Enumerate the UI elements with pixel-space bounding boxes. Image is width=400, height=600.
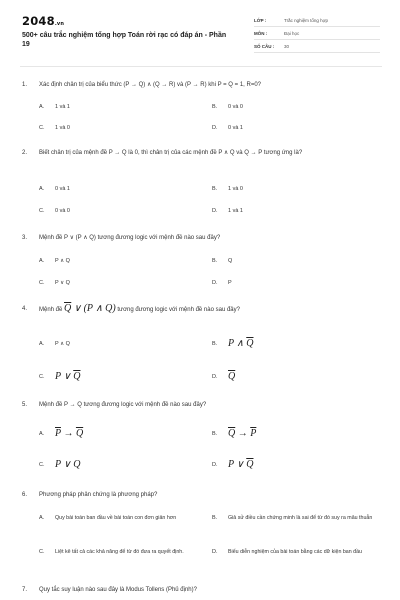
- meta-row-class: [254, 14, 380, 27]
- option-2b[interactable]: [212, 186, 243, 192]
- question-number: 5.: [22, 402, 28, 408]
- option-letter: C.: [39, 549, 45, 555]
- option-6c[interactable]: [39, 548, 205, 556]
- option-letter: C.: [39, 373, 45, 380]
- formula-negated: $\overline{Q}$: [228, 371, 236, 382]
- option-text: Giả sử điều cần chứng minh là sai để từ đó suy ra mâu thuẫn: [228, 515, 373, 521]
- option-5b[interactable]: [212, 428, 256, 439]
- option-formula: [228, 338, 253, 349]
- question-number: 3.: [22, 235, 28, 241]
- meta-key: LỚP :: [254, 17, 267, 23]
- meta-key: SỐ CÂU :: [254, 43, 275, 49]
- option-3b[interactable]: [212, 258, 232, 264]
- option-1c[interactable]: [39, 125, 70, 131]
- option-letter: C.: [39, 461, 45, 468]
- document-title: 500+ câu trắc nghiệm tổng hợp Toán rời rạc có đáp án - Phần 19: [22, 32, 227, 48]
- option-text: 0 và 1: [228, 125, 243, 131]
- option-text: 1 và 0: [228, 186, 243, 192]
- option-letter: D.: [212, 125, 218, 131]
- option-6a[interactable]: [39, 514, 205, 522]
- option-3d[interactable]: [212, 280, 232, 286]
- option-2c[interactable]: [39, 208, 70, 214]
- formula-part: →: [63, 428, 74, 439]
- question-text: Quy tắc suy luận nào sau đây là Modus Tollens (Phủ định)?: [39, 587, 197, 593]
- meta-row-count: [254, 40, 380, 53]
- option-letter: A.: [39, 341, 45, 347]
- option-letter: B.: [212, 186, 218, 192]
- option-letter: B.: [212, 104, 218, 110]
- option-letter: D.: [212, 280, 218, 286]
- option-3c[interactable]: [39, 280, 70, 286]
- meta-value: Trắc nghiệm tổng hợp: [284, 17, 329, 23]
- formula: [64, 303, 116, 314]
- option-2a[interactable]: [39, 186, 70, 192]
- option-text: P: [228, 280, 232, 286]
- option-letter: D.: [212, 373, 218, 380]
- question-number: 6.: [22, 492, 28, 498]
- option-formula: [228, 459, 253, 470]
- option-letter: A.: [39, 430, 45, 437]
- option-letter: D.: [212, 549, 218, 555]
- option-letter: B.: [212, 340, 218, 347]
- option-text: Liệt kê tất cả các khả năng để từ đó đưa ra quyết định.: [55, 549, 184, 555]
- question-text: Mệnh đề P → Q tương đương logic với mệnh đề nào sau đây?: [39, 402, 207, 408]
- option-text: 1 và 1: [228, 208, 243, 214]
- document-header: [0, 0, 400, 62]
- option-4b[interactable]: [212, 338, 253, 349]
- option-1a[interactable]: [39, 104, 70, 110]
- formula-part: P ∨: [55, 371, 71, 382]
- option-text: 1 và 0: [55, 125, 70, 131]
- option-letter: A.: [39, 258, 45, 264]
- option-2d[interactable]: [212, 208, 243, 214]
- question-6: [22, 491, 378, 500]
- option-text: 1 và 1: [55, 104, 70, 110]
- option-letter: C.: [39, 125, 45, 131]
- option-4a[interactable]: [39, 341, 70, 347]
- formula-part: P ∧: [228, 338, 244, 349]
- formula-negated: $\overline{Q}$: [73, 371, 81, 382]
- question-number: 4.: [22, 306, 28, 312]
- option-4d[interactable]: [212, 371, 235, 382]
- question-number: 2.: [22, 150, 28, 156]
- formula-negated: $\overline{Q}$: [246, 338, 254, 349]
- meta-key: MÔN :: [254, 30, 268, 36]
- option-formula: [228, 371, 235, 382]
- logo-sub: .vn: [54, 21, 65, 27]
- option-letter: C.: [39, 280, 45, 286]
- option-text: 0 và 0: [55, 208, 70, 214]
- question-text: [39, 304, 378, 315]
- option-formula: P ∨ Q: [55, 459, 81, 470]
- formula-negated: $\overline{P}$: [250, 428, 257, 439]
- formula-negated: $\overline{Q}$: [64, 303, 72, 314]
- option-text: 0 và 0: [228, 104, 243, 110]
- question-1: [22, 81, 378, 90]
- option-3a[interactable]: [39, 258, 70, 264]
- option-5d[interactable]: [212, 459, 253, 470]
- formula-part: →: [237, 428, 248, 439]
- question-number: 7.: [22, 587, 28, 593]
- option-1d[interactable]: [212, 125, 243, 131]
- option-text: Biểu diễn nghiệm của bài toán bằng các dữ kiện ban đầu: [228, 549, 363, 555]
- option-formula: [228, 428, 256, 439]
- option-6d[interactable]: [212, 548, 378, 556]
- formula-negated: $\overline{P}$: [55, 428, 61, 439]
- option-formula: [55, 428, 83, 439]
- formula-negated: $\overline{Q}$: [228, 428, 236, 439]
- question-text-pre: Mệnh đề: [39, 307, 63, 313]
- question-4: [22, 304, 378, 315]
- option-formula: [55, 371, 80, 382]
- option-5a[interactable]: [39, 428, 83, 439]
- option-text: Q: [228, 258, 233, 264]
- question-text: Mệnh đề P ∨ (P ∧ Q) tương đương logic với mệnh đề nào sau đây?: [39, 235, 221, 241]
- formula-negated: $\overline{Q}$: [75, 428, 84, 439]
- meta-value: 30: [284, 43, 290, 49]
- option-letter: B.: [212, 430, 218, 437]
- option-letter: A.: [39, 104, 45, 110]
- option-text: 0 và 1: [55, 186, 70, 192]
- site-logo[interactable]: [22, 14, 64, 28]
- option-text: P ∧ Q: [55, 258, 70, 264]
- option-letter: A.: [39, 515, 45, 521]
- header-divider: [20, 66, 382, 67]
- formula-rest: ∨ (P ∧ Q): [73, 303, 116, 314]
- option-letter: D.: [212, 461, 218, 468]
- question-7: [22, 586, 378, 595]
- question-3: [22, 234, 378, 243]
- option-1b[interactable]: [212, 104, 243, 110]
- formula-part: P ∨: [228, 459, 244, 470]
- option-text: P ∧ Q: [55, 341, 70, 347]
- meta-value: Đại học: [284, 30, 300, 36]
- question-2: [22, 149, 378, 158]
- option-6b[interactable]: [212, 514, 378, 522]
- option-letter: D.: [212, 208, 218, 214]
- meta-table: [254, 14, 380, 53]
- question-text: Xác định chân trị của biểu thức (P → Q) ∧ (Q → R) và (P → R) khi P = Q = 1, R=0?: [39, 82, 261, 88]
- option-letter: C.: [39, 208, 45, 214]
- option-text: P ∨ Q: [55, 280, 70, 286]
- option-letter: B.: [212, 515, 218, 521]
- meta-row-subject: [254, 27, 380, 40]
- question-text: Phương pháp phản chứng là phương pháp?: [39, 492, 158, 498]
- formula-negated: $\overline{Q}$: [246, 459, 254, 470]
- question-5: [22, 401, 378, 410]
- option-text: Quy bài toán ban đầu về bài toán con đơn giản hơn: [55, 515, 177, 521]
- question-number: 1.: [22, 82, 28, 88]
- logo-main: 2048: [22, 14, 55, 28]
- option-letter: A.: [39, 186, 45, 192]
- option-letter: B.: [212, 258, 218, 264]
- question-text: Biết chân trị của mệnh đề P → Q là 0, thì chân trị của các mệnh đề P ∧ Q và Q → P tương ứng là?: [39, 150, 303, 156]
- option-4c[interactable]: [39, 371, 80, 382]
- option-5c[interactable]: [39, 459, 80, 470]
- question-text-post: tương đương logic với mệnh đề nào sau đây?: [117, 307, 240, 313]
